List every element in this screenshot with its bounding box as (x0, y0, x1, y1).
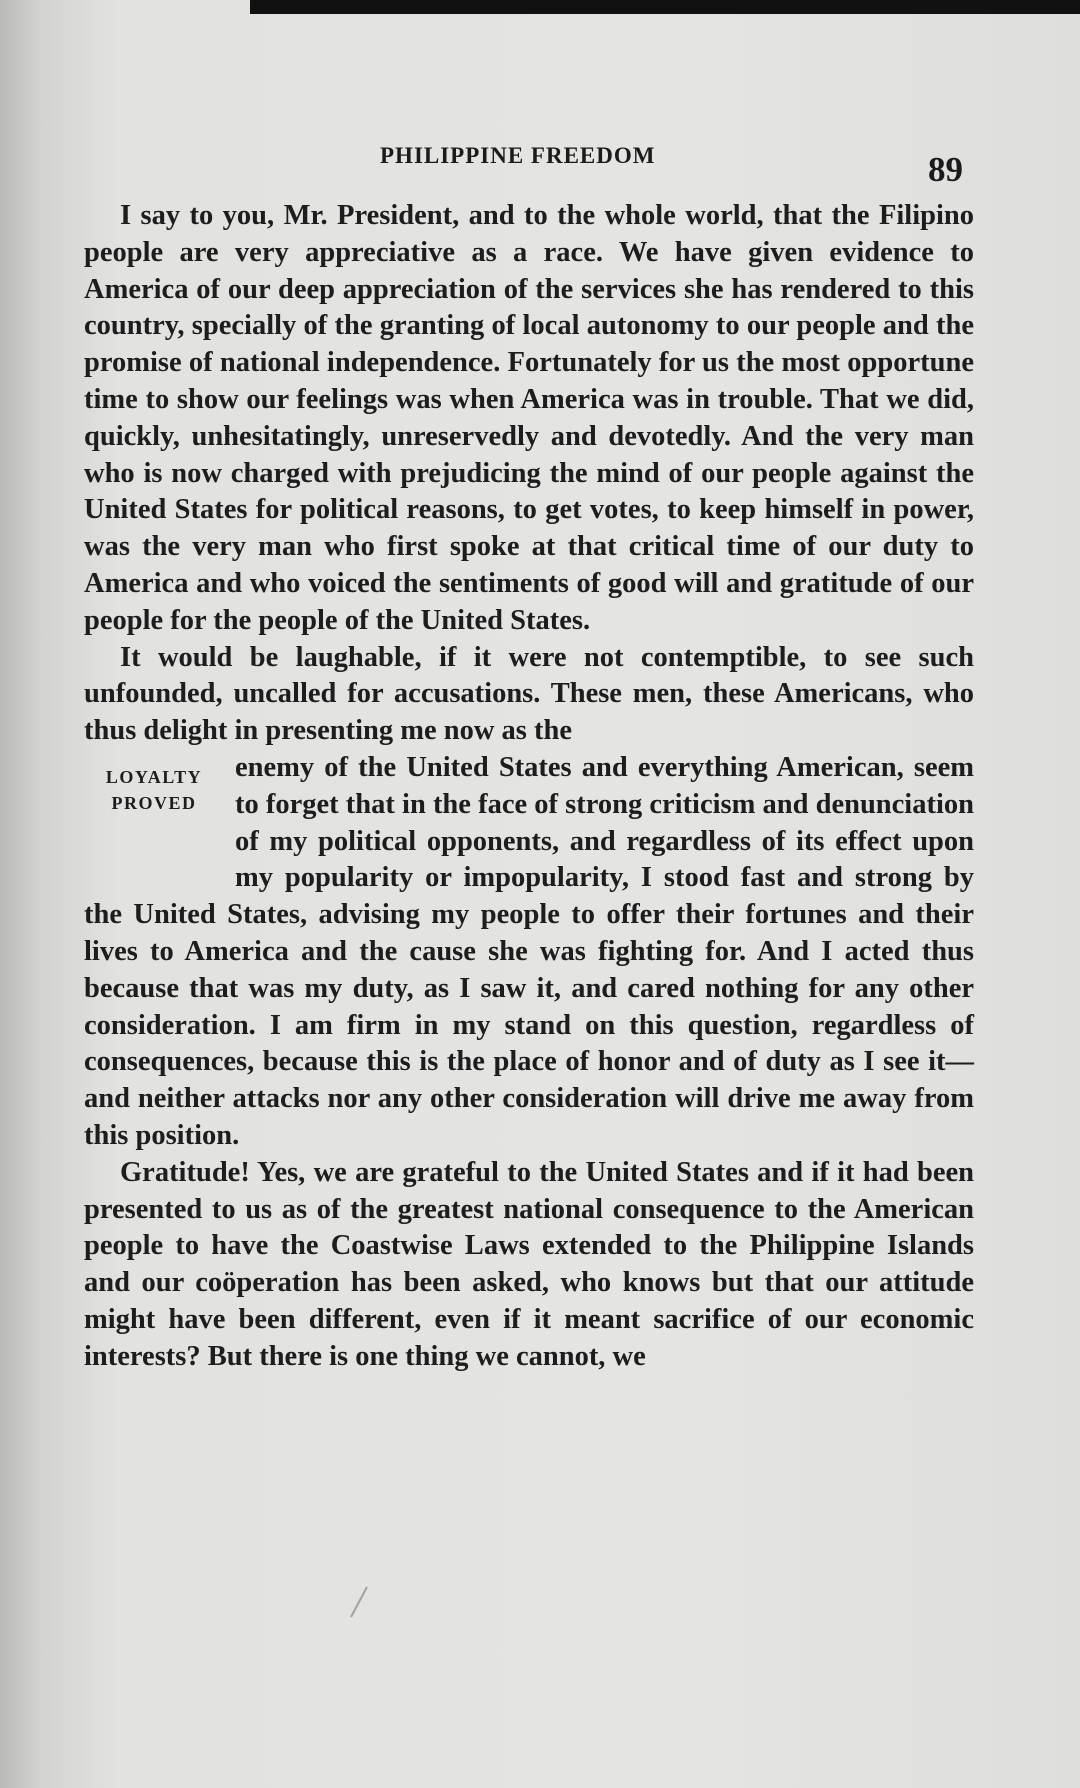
paragraph-2-rest: enemy of the United States and everything American, seem to forget that in the face of strong criticism and denunciation of my political opponents, and regardless of its effect upon my popularity or impopularity, I stood fast and strong by the United States, advising my people to offer their fortunes and their lives to America and the cause she was fighting for. And I acted thus because that was my duty, as I saw it, and cared nothing for any other consideration. I am firm in my stand on this question, regardless of consequences, because this is the place of honor and of duty as I see it—and neither attacks nor any other consideration will drive me away from this position. (84, 751, 974, 1151)
pencil-mark (350, 1587, 368, 1618)
margin-note-line-2: PROVED (111, 792, 197, 813)
running-title: PHILIPPINE FREEDOM (380, 143, 656, 168)
paragraph-1: I say to you, Mr. President, and to the whole world, that the Filipino people are very appreciative as a race. We have given evidence to America of our deep appreciation of the services she has rendered to this country, specially of the granting of local autonomy to our people and the promise of national independence. Fortunately for us the most opportune time to show our feelings was when America was in trouble. That we did, quickly, unhesitatingly, unreservedly and devotedly. And the very man who is now charged with prejudicing the mind of our people against the United States for political reasons, to get votes, to keep himself in power, was the very man who first spoke at that critical time of our duty to America and who voiced the sentiments of good will and gratitude of our people for the people of the United States. (84, 200, 974, 636)
paragraph-2-lead: It would be laughable, if it were not contemptible, to see such unfounded, uncalled for accusations. These men, these Americans, who thus delight in presenting me now as the (84, 641, 974, 747)
margin-note (48, 754, 223, 866)
margin-note-text (84, 764, 224, 816)
page-top-edge (250, 0, 1080, 14)
margin-note-line-1: LOYALTY (105, 766, 203, 787)
body-text (84, 198, 974, 1376)
paragraph-2 (84, 640, 974, 1155)
paragraph-3: Gratitude! Yes, we are grateful to the United States and if it had been presented to us as of the greatest national consequence to the American people to have the Coastwise Laws extended to the Philippine Islands and our coöperation has been asked, who knows but that our attitude might have been different, even if it meant sacrifice of our economic interests? But there is one thing we cannot, we (84, 1156, 974, 1372)
page-number: 89 (928, 150, 963, 189)
